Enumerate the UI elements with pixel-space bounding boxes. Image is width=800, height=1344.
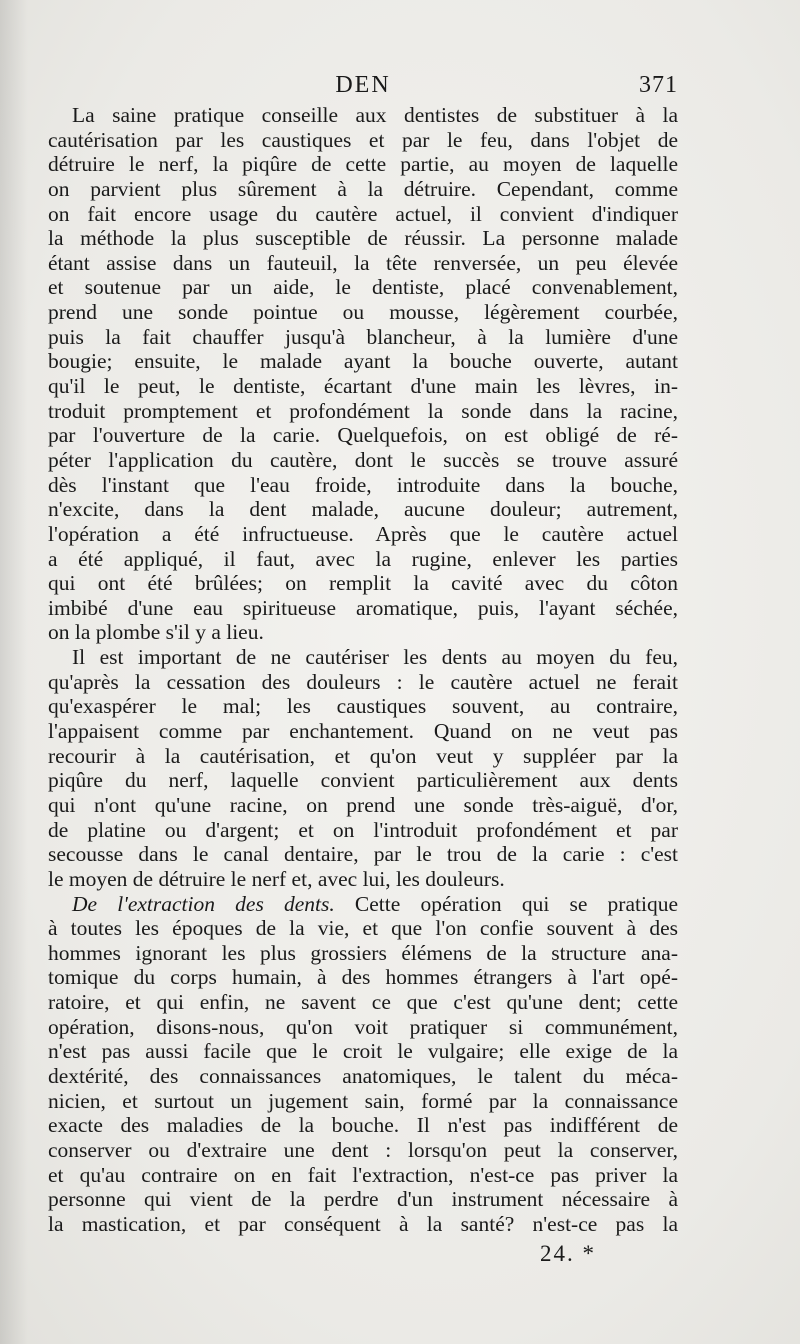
text-line: de platine ou d'argent; et on l'introduit profondément et par — [48, 817, 678, 842]
text-line: troduit promptement et profondément la sonde dans la racine, — [48, 398, 678, 423]
line-text: Cette opération qui se pratique — [334, 891, 678, 916]
text-line: par l'ouverture de la carie. Quelquefois, on est obligé de ré- — [48, 423, 678, 448]
text-line: on parvient plus sûrement à la détruire. Cependant, comme — [48, 176, 678, 201]
text-line: détruire le nerf, la piqûre de cette partie, au moyen de laquelle — [48, 152, 678, 177]
text-line: exacte des maladies de la bouche. Il n'est pas indifférent de — [48, 1113, 678, 1138]
page-number: 371 — [639, 72, 678, 98]
text-line: dextérité, des connaissances anatomiques, le talent du méca- — [48, 1063, 678, 1088]
text-line: qu'après la cessation des douleurs : le cautère actuel ne ferait — [48, 669, 678, 694]
text-line: prend une sonde pointue ou mousse, légèrement courbée, — [48, 300, 678, 325]
text-line: le moyen de détruire le nerf et, avec lui, les douleurs. — [48, 866, 505, 891]
text-line: l'opération a été infructueuse. Après que le cautère actuel — [48, 521, 678, 546]
text-line: péter l'application du cautère, dont le succès se trouve assuré — [48, 447, 678, 472]
text-line: hommes ignorant les plus grossiers élémens de la structure ana- — [48, 940, 678, 965]
text-line: n'est pas aussi facile que le croit le vulgaire; elle exige de la — [48, 1039, 678, 1064]
signature-mark: 24. * — [540, 1241, 596, 1266]
running-header — [48, 72, 678, 102]
text-line: la mastication, et par conséquent à la santé? n'est-ce pas la — [48, 1211, 678, 1236]
text-line: opération, disons-nous, qu'on voit pratiquer si communément, — [48, 1014, 678, 1039]
text-line — [48, 892, 678, 917]
text-line: a été appliqué, il faut, avec la rugine, enlever les parties — [48, 546, 678, 571]
text-line: on fait encore usage du cautère actuel, il convient d'indiquer — [48, 201, 678, 226]
text-line: cautérisation par les caustiques et par le feu, dans l'objet de — [48, 127, 678, 152]
text-line: qui n'ont qu'une racine, on prend une sonde très-aiguë, d'or, — [48, 792, 678, 817]
text-line: étant assise dans un fauteuil, la tête renversée, un peu élevée — [48, 250, 678, 275]
text-line: et soutenue par un aide, le dentiste, placé convenablement, — [48, 275, 678, 300]
spine-shadow — [0, 0, 28, 1344]
text-line: et qu'au contraire on en fait l'extraction, n'est-ce pas priver la — [48, 1162, 678, 1187]
text-line: bougie; ensuite, le malade ayant la bouche ouverte, autant — [48, 349, 678, 374]
text-line: à toutes les époques de la vie, et que l'on confie souvent à des — [48, 916, 678, 941]
text-line: puis la fait chauffer jusqu'à blancheur, à la lumière d'une — [48, 324, 678, 349]
text-line: La saine pratique conseille aux dentistes de substituer à la — [72, 103, 678, 127]
text-line: imbibé d'une eau spiritueuse aromatique, puis, l'ayant séchée, — [48, 595, 678, 620]
text-line: personne qui vient de la perdre d'un instrument nécessaire à — [48, 1187, 678, 1212]
text-line: recourir à la cautérisation, et qu'on veut y suppléer par la — [48, 743, 678, 768]
text-line: l'appaisent comme par enchantement. Quand on ne veut pas — [48, 719, 678, 744]
text-line: dès l'instant que l'eau froide, introduite dans la bouche, — [48, 472, 678, 497]
text-line: Il est important de ne cautériser les dents au moyen du feu, — [72, 645, 678, 670]
text-line: ratoire, et qui enfin, ne savent ce que c'est qu'une dent; cette — [48, 990, 678, 1015]
running-title: DEN — [335, 72, 391, 98]
body-text — [48, 103, 678, 1236]
text-line: qui ont été brûlées; on remplit la cavité avec du côton — [48, 571, 678, 596]
text-line: nicien, et surtout un jugement sain, formé par la connaissance — [48, 1088, 678, 1113]
text-line: qu'exaspérer le mal; les caustiques souvent, au contraire, — [48, 694, 678, 719]
text-line: conserver ou d'extraire une dent : lorsqu'on peut la conserver, — [48, 1137, 678, 1162]
text-line: secousse dans le canal dentaire, par le trou de la carie : c'est — [48, 842, 678, 867]
text-line: n'excite, dans la dent malade, aucune douleur; autrement, — [48, 497, 678, 522]
text-line: qu'il le peut, le dentiste, écartant d'une main les lèvres, in- — [48, 374, 678, 399]
text-line: la méthode la plus susceptible de réussir. La personne malade — [48, 226, 678, 251]
section-heading-italic: De l'extraction des dents. — [72, 891, 335, 916]
text-line: piqûre du nerf, laquelle convient particulièrement aux dents — [48, 768, 678, 793]
text-line: on la plombe s'il y a lieu. — [48, 620, 264, 645]
text-line: tomique du corps humain, à des hommes étrangers à l'art opé- — [48, 965, 678, 990]
